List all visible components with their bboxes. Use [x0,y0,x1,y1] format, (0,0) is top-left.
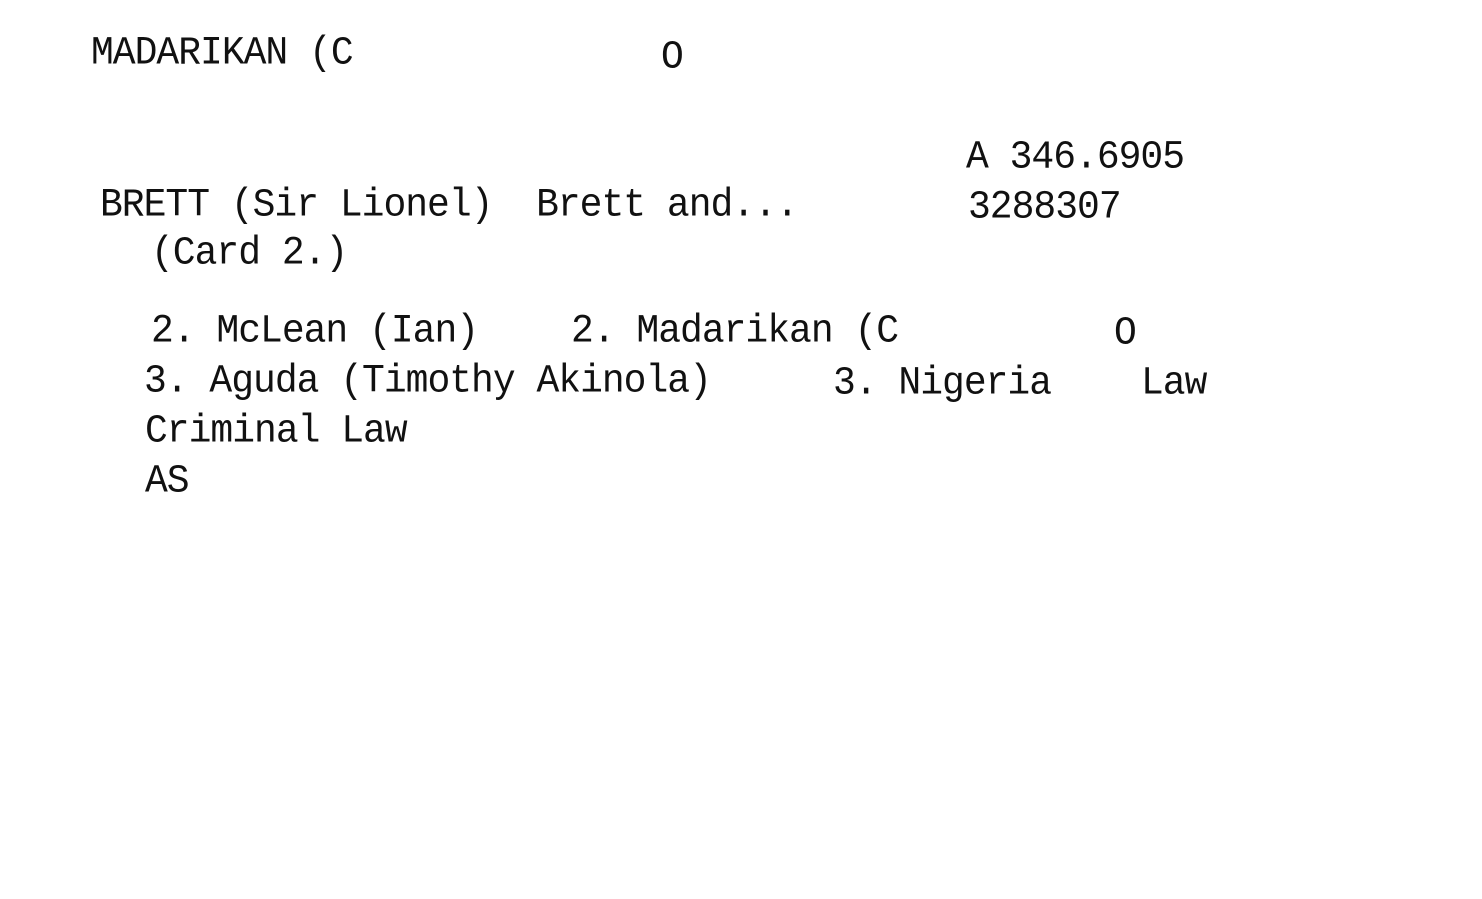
tracing-law: Law [1141,360,1207,406]
call-number-accession: 3288307 [968,184,1121,230]
cataloguer-initials: AS [145,458,189,504]
card-number: (Card 2.) [151,230,348,276]
tracing-nigeria: 3. Nigeria [833,360,1052,406]
tracing-mclean: 2. McLean (Ian) [151,308,479,354]
main-entry-author-title: BRETT (Sir Lionel) Brett and... [100,182,798,228]
heading-mark: O [661,34,683,80]
subject-criminal-law: Criminal Law [145,408,407,454]
call-number-class-mark: A 346.6905 [966,134,1185,180]
tracing-aguda: 3. Aguda (Timothy Akinola) [144,358,711,404]
tracing-madarikan: 2. Madarikan (C [571,308,899,354]
heading-name: MADARIKAN (C [91,30,353,77]
tracing-madarikan-mark: O [1114,310,1136,356]
